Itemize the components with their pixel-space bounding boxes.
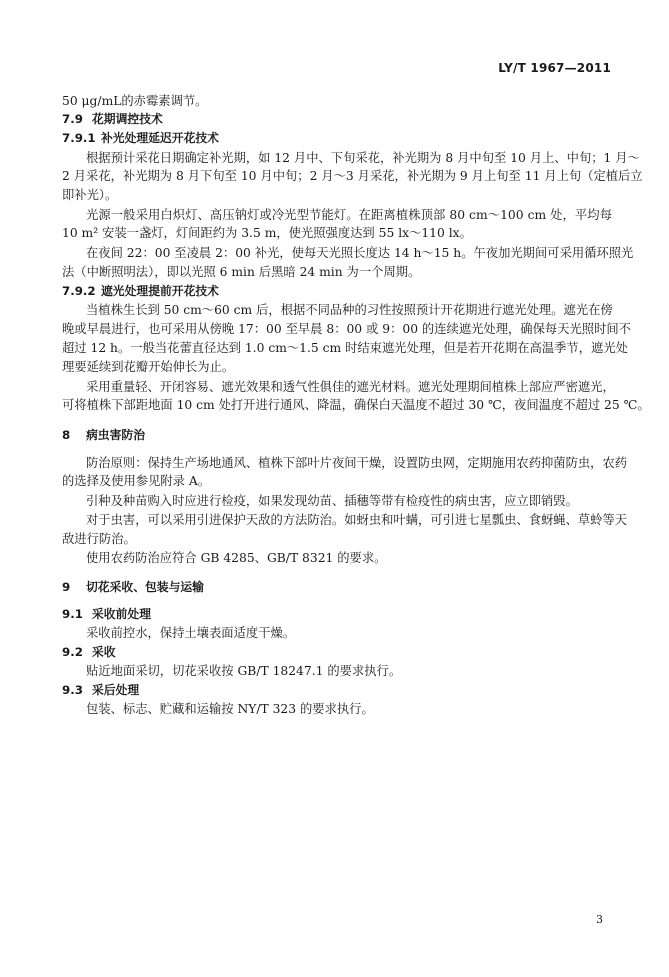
section-title: 采后处理 (92, 683, 140, 697)
section-title: 病虫害防治 (86, 428, 145, 442)
text-line: 防治原则：保持生产场地通风、植株下部叶片夜间干燥，设置防虫网，定期施用农药抑菌防虫，农药 (86, 456, 628, 470)
section-number: 9.1 (62, 607, 83, 621)
section-heading-7-9-1 (62, 130, 219, 147)
text-line: 采收前控水，保持土壤表面适度干燥。 (86, 626, 296, 640)
text-line: 在夜间 22：00 至凌晨 2：00 补光，使每天光照长度达 14 h～15 h。午夜加光期间可采用循环照光 (86, 246, 634, 260)
section-title: 花期调控技术 (92, 112, 163, 126)
text-line: 超过 12 h。一般当花蕾直径达到 1.0 cm～1.5 cm 时结束遮光处理，但是若开花期在高温季节，遮光处 (62, 341, 628, 355)
text-line: 引种及种苗购入时应进行检疫，如果发现幼苗、插穗等带有检疫性的病虫害，应立即销毁。 (86, 494, 578, 508)
section-title: 遮光处理提前开花技术 (101, 284, 219, 298)
section-number: 9.3 (62, 683, 83, 697)
text-line: 贴近地面采切，切花采收按 GB/T 18247.1 的要求执行。 (86, 664, 402, 678)
text-line: 敌进行防治。 (62, 532, 136, 546)
section-heading-9-2 (62, 644, 116, 661)
section-heading-9-3 (62, 682, 139, 699)
section-title: 采收 (92, 645, 116, 659)
section-title: 切花采收、包装与运输 (86, 580, 204, 594)
text-line: 即补光）。 (62, 188, 118, 202)
section-heading-9-1 (62, 606, 151, 623)
text-line: 当植株生长到 50 cm～60 cm 后，根据不同品种的习性按照预计开花期进行遮光处理。遮光在傍 (86, 303, 613, 317)
text-line: 可将植株下部距地面 10 cm 处打开进行通风、降温，确保白天温度不超过 30 ℃，夜间温度不超过 25 ℃。 (62, 398, 650, 412)
text-line: 理要延续到花瓣开始伸长为止。 (62, 360, 235, 374)
text-line: 法（中断照明法），即以光照 6 min 后黑暗 24 min 为一个周期。 (62, 265, 421, 279)
section-number: 9.2 (62, 645, 83, 659)
text-line: 10 m² 安装一盏灯，灯间距约为 3.5 m，使光照强度达到 55 lx～110 lx。 (62, 226, 472, 240)
section-number: 7.9.2 (62, 284, 96, 298)
section-heading-7-9 (62, 111, 163, 128)
section-number: 9 (62, 580, 71, 594)
text-line: 50 μg/mL的赤霉素调节。 (62, 94, 208, 108)
page-number: 3 (596, 913, 603, 926)
section-title: 采收前处理 (92, 607, 151, 621)
section-heading-7-9-2 (62, 283, 219, 300)
text-line: 晚或早晨进行，也可采用从傍晚 17：00 至早晨 8：00 或 9：00 的连续遮光处理，确保每天光照时间不 (62, 322, 631, 336)
section-number: 7.9 (62, 112, 83, 126)
section-heading-8 (62, 427, 145, 444)
section-number: 8 (62, 428, 71, 442)
text-line: 对于虫害，可以采用引进保护天敌的方法防治。如蚜虫和叶螨，可引进七星瓢虫、食蚜蝇、草蛉等天 (86, 513, 628, 527)
text-line: 根据预计采花日期确定补光期，如 12 月中、下旬采花，补光期为 8 月中旬至 10 月上、中旬；1 月～ (86, 151, 640, 165)
section-title: 补光处理延迟开花技术 (101, 131, 219, 145)
text-line: 包装、标志、贮藏和运输按 NY/T 323 的要求执行。 (86, 702, 374, 716)
standard-number: LY/T 1967—2011 (498, 61, 611, 75)
text-line: 的选择及使用参见附录 A。 (62, 474, 211, 488)
text-line: 使用农药防治应符合 GB 4285、GB/T 8321 的要求。 (86, 551, 387, 565)
section-heading-9 (62, 579, 204, 596)
text-line: 2 月采花，补光期为 8 月下旬至 10 月中旬；2 月～3 月采花，补光期为 9 月上旬至 11 月上旬（定植后立 (62, 169, 643, 183)
text-line: 光源一般采用白炽灯、高压钠灯或冷光型节能灯。在距离植株顶部 80 cm～100 cm 处，平均每 (86, 208, 612, 222)
section-number: 7.9.1 (62, 131, 96, 145)
text-line: 采用重量轻、开闭容易、遮光效果和透气性俱佳的遮光材料。遮光处理期间植株上部应严密遮光， (86, 380, 615, 394)
